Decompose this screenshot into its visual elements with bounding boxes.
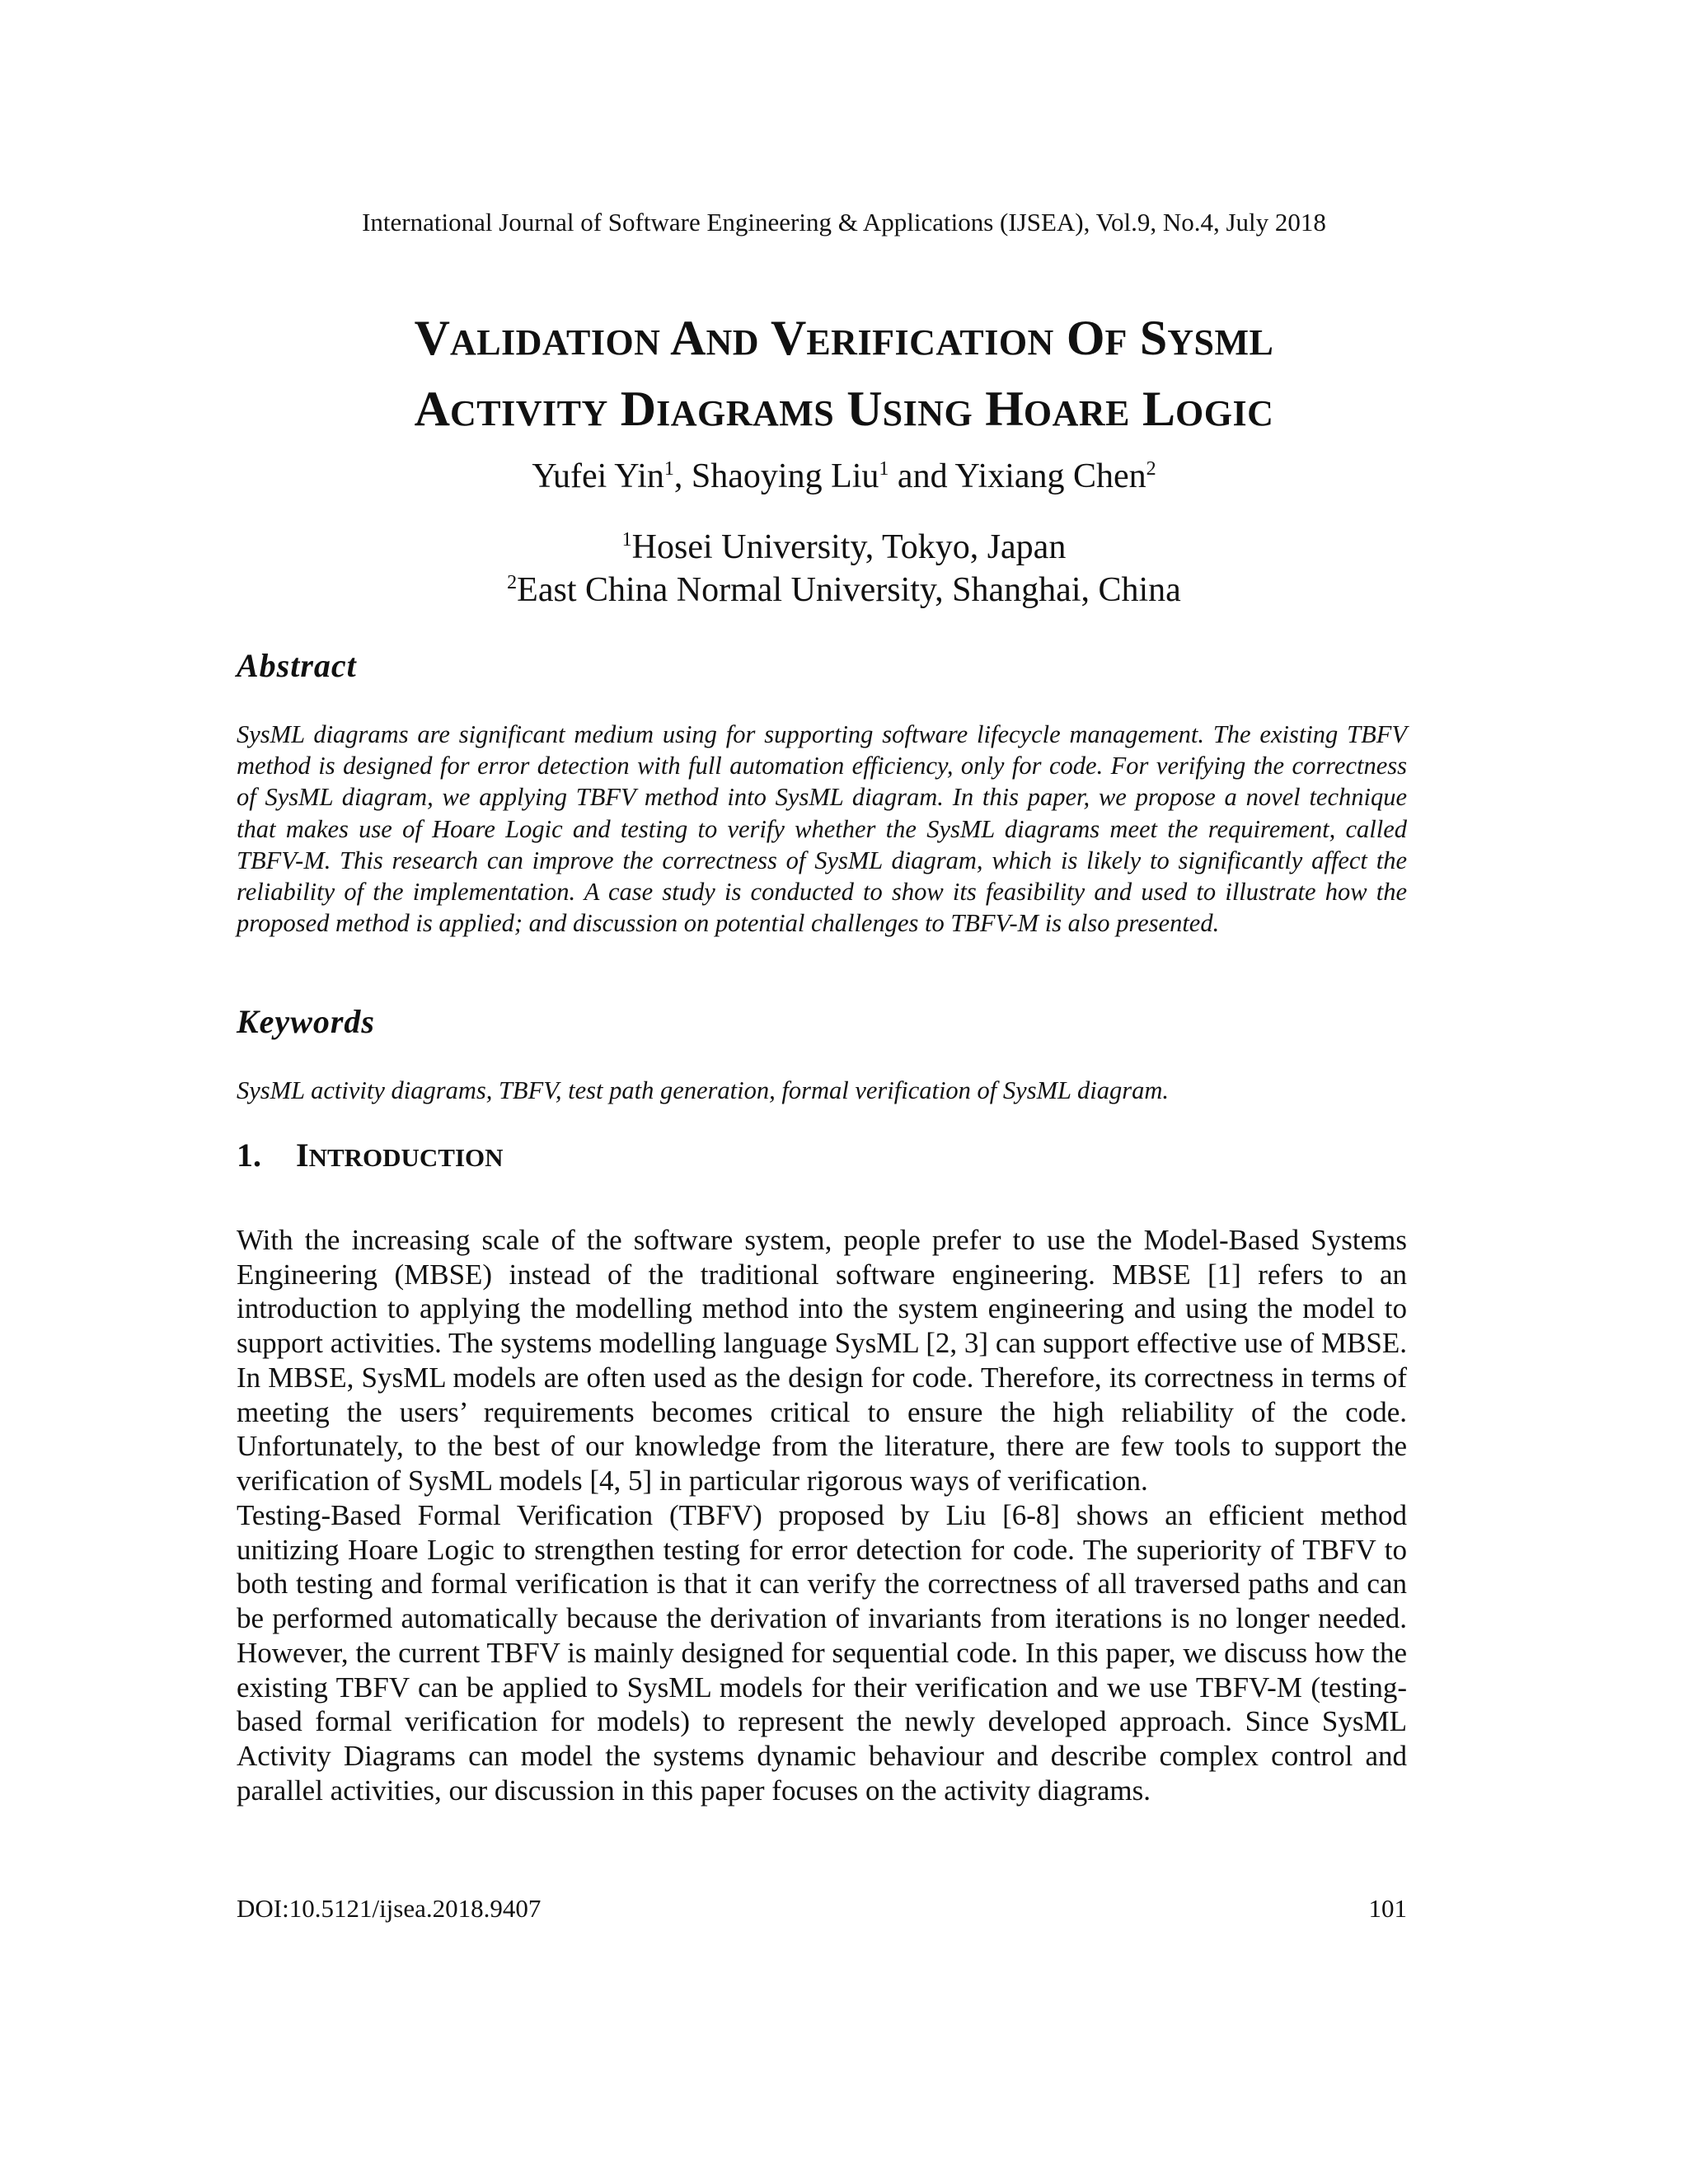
introduction-paragraph-1: With the increasing scale of the software system, people prefer to use the Model-Based Systems Engineering (MBSE) instead of the traditional software engineering. MBSE [1] refers to an introduction to applying the modelling method into the system engineering and using the model to support activities. The systems modelling language SysML [2, 3] can support effective use of MBSE. In MBSE, SysML models are often used as the design for code. Therefore, its correctness in terms of meeting the users’ requirements becomes critical to ensure the high reliability of the code. Unfortunately, to the best of our knowledge from the literature, there are few tools to support the verification of SysML models [4, 5] in particular rigorous ways of verification.	[237, 1224, 1407, 1497]
paper-title	[165, 305, 1523, 447]
page-number: 101	[1368, 1894, 1407, 1923]
title-line-1: VALIDATION AND VERIFICATION OF SYSML	[414, 311, 1274, 365]
doi-label: DOI:10.5121/ijsea.2018.9407	[237, 1894, 542, 1923]
affiliation-2: $^2$East China Normal University, Shanghai, China	[507, 571, 1181, 609]
keywords-heading: Keywords	[237, 1003, 375, 1040]
author-name: Shaoying Liu	[691, 457, 879, 495]
affiliation-marker: 2	[1146, 458, 1156, 480]
section-number: 1.	[237, 1137, 261, 1174]
abstract-body: SysML diagrams are significant medium using for supporting software lifecycle management. The existing TBFV method is designed for error detection with full automation efficiency, only for code. For verifying the correctness of SysML diagram, we applying TBFV method into SysML diagram. In this paper, we propose a novel technique that makes use of Hoare Logic and testing to verify whether the SysML diagrams meet the requirement, called TBFV-M. This research can improve the correctness of SysML diagram, which is likely to significantly affect the reliability of the implementation. A case study is conducted to show its feasibility and used to illustrate how the proposed method is applied; and discussion on potential challenges to TBFV-M is also presented.	[237, 720, 1407, 938]
affiliation-1: $^1$Hosei University, Tokyo, Japan	[621, 528, 1067, 566]
affiliation-list	[0, 526, 1688, 612]
author-name: Yixiang Chen	[954, 457, 1146, 495]
affiliation-marker: 1	[879, 458, 889, 480]
keywords-body: SysML activity diagrams, TBFV, test path generation, formal verification of SysML diagram.	[237, 1076, 1170, 1104]
author-list: Yufei Yin$^1$, Shaoying Liu$^1$ and Yixiang Chen$^2$	[532, 457, 1156, 495]
title-line-2: ACTIVITY DIAGRAMS USING HOARE LOGIC	[414, 382, 1274, 436]
author-name: Yufei Yin	[532, 457, 664, 495]
introduction-paragraph-2: Testing-Based Formal Verification (TBFV) proposed by Liu [6-8] shows an efficient method unitizing Hoare Logic to strengthen testing for error detection for code. The superiority of TBFV to both testing and formal verification is that it can verify the correctness of all traversed paths and can be performed automatically because the derivation of invariants from iterations is no longer needed. However, the current TBFV is mainly designed for sequential code. In this paper, we discuss how the existing TBFV can be applied to SysML models for their verification and we use TBFV-M (testing-based formal verification for models) to represent the newly developed approach. Since SysML Activity Diagrams can model the systems dynamic behaviour and describe complex control and parallel activities, our discussion in this paper focuses on the activity diagrams.	[237, 1499, 1407, 1807]
running-header: International Journal of Software Engineering & Applications (IJSEA), Vol.9, No.4, July 2018	[362, 208, 1326, 237]
abstract-heading: Abstract	[237, 647, 357, 684]
introduction-heading: 1. INTRODUCTION	[237, 1134, 504, 1179]
affiliation-marker: 1	[663, 458, 674, 480]
